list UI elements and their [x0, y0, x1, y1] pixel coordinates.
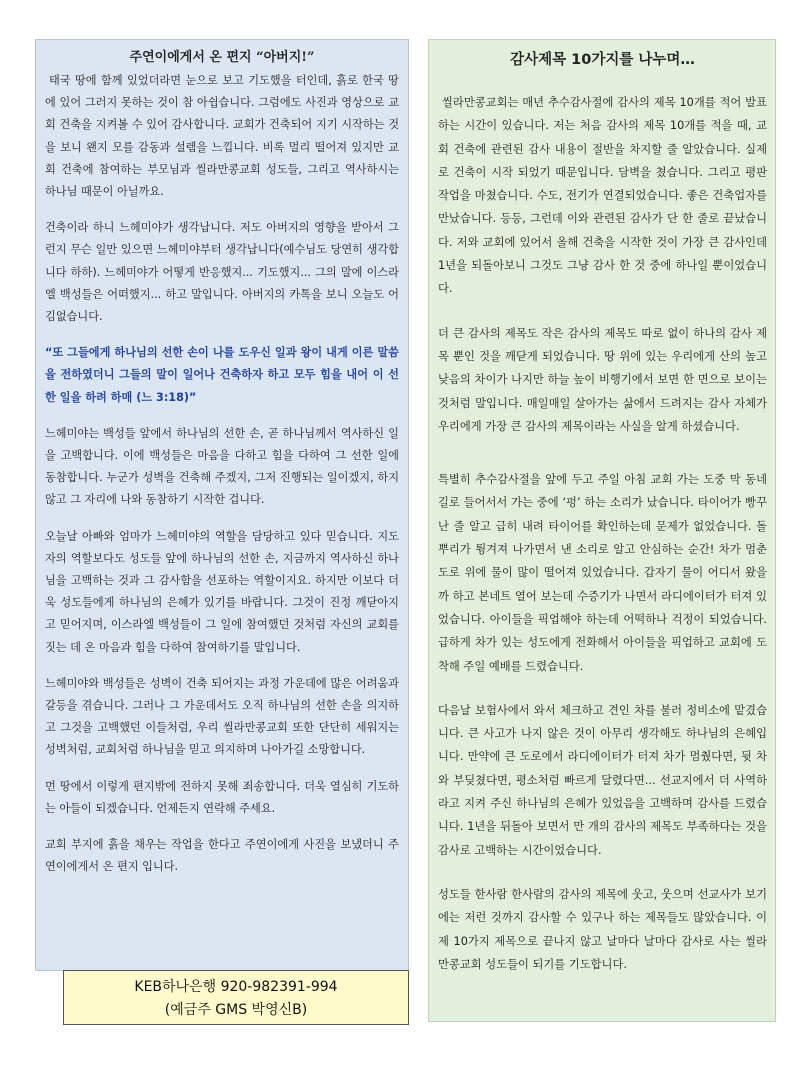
letter-paragraph: 느헤미야와 백성들은 성벽이 건축 되어지는 과정 가운데에 많은 어려움과 갈등을 겪습니다. 그러나 그 가운데서도 오직 하나님의 선한 손을 의지하고 그것을 고백했던 이들처럼, 우리 씰라만콩교회 또한 단단히 세워지는 성벽처럼, 교회처럼 하나님을 믿고 의지하며 나아가길 소망합니다.	[45, 676, 399, 757]
thanksgiving-paragraph: 성도들 한사람 한사람의 감사의 제목에 웃고, 웃으며 선교사가 보기에는 저런 것까지 감사할 수 있구나 하는 제목들도 많았습니다. 이제 10가지 제목으로 끝나지 않고 날마다 날마다 감사로 사는 씰라만콩교회 성도들이 되기를 기도합니다.	[438, 887, 767, 971]
letter-paragraph: 먼 땅에서 이렇게 편지밖에 전하지 못해 죄송합니다. 더욱 열심히 기도하는 아들이 되겠습니다. 언제든지 연락해 주세요.	[45, 779, 399, 815]
letter-column	[35, 39, 409, 971]
thanksgiving-paragraph: 더 큰 감사의 제목도 작은 감사의 제목도 따로 없이 하나의 감사 제목 뿐인 것을 깨닫게 되었습니다. 땅 위에 있는 우리에게 산의 높고 낮음의 차이가 나지만 하늘 높이 비행기에서 보면 한 면으로 보이는 것처럼 말입니다. 매일매일 살아가는 삶에서 드려지는 감사 자체가 우리에게 가장 큰 감사의 제목이라는 사실을 알게 하셨습니다.	[438, 326, 767, 433]
letter-paragraph: 교회 부지에 흙을 채우는 작업을 한다고 주연이에게 사진을 보냈더니 주연이에게서 온 편지 입니다.	[45, 838, 399, 874]
letter-paragraph: 태국 땅에 함께 있었더라면 눈으로 보고 기도했을 터인데, 흙로 한국 땅에 있어 그러지 못하는 것이 참 아쉽습니다. 그럼에도 사진과 영상으로 교회 건축을 지켜볼 수 있어 감사합니다. 교회가 건축되어 지기 시작하는 것을 보니 왠지 모를 감동과 설렘을 느낍니다. 비록 멀리 떨어져 있지만 교회 건축에 참여하는 부모님과 씰라만콩교회 성도들, 그리고 역사하시는 하나님 때문이 아닐까요.	[45, 74, 399, 199]
letter-paragraph: 느헤미야는 백성들 앞에서 하나님의 선한 손, 곧 하나님께서 역사하신 일을 고백합니다. 이에 백성들은 마음을 다하고 힘을 다하여 그 선한 일에 동참합니다. 누군가 성벽을 건축해 주겠지, 그저 진행되는 일이겠지, 하지 않고 그 자리에 나와 동참하기 시작한 겁니다.	[45, 426, 399, 507]
bible-verse: “또 그들에게 하나님의 선한 손이 나를 도우신 일과 왕이 내게 이른 말씀을 전하였더니 그들의 말이 일어나 건축하자 하고 모두 힘을 내어 이 선한 일을 하려 하매 (느 3:18)”	[45, 346, 399, 404]
thanksgiving-paragraph: 특별히 추수감사절을 앞에 두고 주일 아침 교회 가는 도중 막 동네 길로 들어서서 가는 중에 ‘펑’ 하는 소리가 났습니다. 타이어가 빵꾸 난 줄 알고 급히 내려 타이어를 확인하는데 문제가 없었습니다. 돌뿌리가 튕겨져 나가면서 낸 소리로 알고 안심하는 순간! 차가 멈춘 도로 위에 물이 많이 떨어져 있었습니다. 갑자기 물이 어디서 왔을까 하고 본네트 열어 보는데 수증기가 나면서 라디에이터가 터져 있었습니다. 아이들을 픽업해야 하는데 어떡하나 걱정이 되었습니다. 급하게 차가 있는 성도에게 전화해서 아이들을 픽업하고 교회에 도착해 주일 예배를 드렸습니다.	[438, 473, 767, 673]
thanksgiving-column	[428, 39, 776, 1022]
bank-account-box	[63, 970, 409, 1025]
thanksgiving-title: 감사제목 10가지를 나누며…	[510, 52, 695, 68]
letter-title: 주연이에게서 온 편지 “아버지!”	[129, 50, 315, 65]
thanksgiving-paragraph: 다음날 보험사에서 와서 체크하고 견인 차를 불러 정비소에 맡겼습니다. 큰 사고가 나지 않은 것이 아무리 생각해도 하나님의 은혜입니다. 만약에 큰 도로에서 라디에이터가 터져 차가 멈췄다면, 뒷 차와 부딪쳤다면, 평소처럼 빠르게 달렸다면... 선교지에서 더 사역하라고 지켜 주신 하나님의 은혜가 있었음을 고백하며 감사를 드렸습니다. 1년을 뒤돌아 보면서 만 개의 감사의 제목도 부족하다는 것을 감사로 고백하는 시간이었습니다.	[438, 703, 767, 857]
bank-account-number: KEB하나은행 920-982391-994	[134, 979, 338, 995]
letter-paragraph: 건축이라 하니 느헤미야가 생각납니다. 저도 아버지의 영향을 받아서 그런지 무슨 일만 있으면 느헤미야부터 생각납니다(예수님도 당연히 생각합니다 하하). 느헤미야가 어떻게 반응했지... 기도했지... 그의 말에 이스라엘 백성들은 어떠했지... 하고 말입니다. 아버지의 카톡을 보니 오늘도 어김없습니다.	[45, 221, 399, 324]
thanksgiving-paragraph: 씰라만콩교회는 매년 추수감사절에 감사의 제목 10개를 적어 발표하는 시간이 있습니다. 저는 처음 감사의 제목 10개를 적을 때, 교회 건축에 관련된 감사 내용이 절반을 차지할 줄 알았습니다. 실제로 건축이 시작 되었기 때문입니다. 담벽을 쳤습니다. 그리고 평판 작업을 마쳤습니다. 수도, 전기가 연결되었습니다. 좋은 건축업자를 만났습니다. 등등, 그런데 이와 관련된 감사가 단 한 줄로 끝났습니다. 저와 교회에 있어서 올해 건축을 시작한 것이 가장 큰 감사인데 1년을 되돌아보니 그것도 그냥 감사 한 것 중에 하나일 뿐이었습니다.	[438, 96, 767, 296]
letter-paragraph: 오늘날 아빠와 엄마가 느헤미야의 역할을 담당하고 있다 믿습니다. 지도자의 역할보다도 성도들 앞에 하나님의 선한 손, 지금까지 역사하신 하나님을 고백하는 것과 그 감사함을 선포하는 역할이지요. 하지만 이보다 더욱 성도들에게 하나님의 은혜가 있기를 바랍니다. 그것이 진정 깨닫아지고 믿어지며, 이스라엘 백성들이 그 일에 참여했던 것처럼 자신의 교회를 짓는 데 온 마음과 힘을 다하여 참여하기를 말입니다.	[45, 529, 399, 654]
bank-account-holder: (예금주 GMS 박영신B)	[164, 1002, 308, 1018]
